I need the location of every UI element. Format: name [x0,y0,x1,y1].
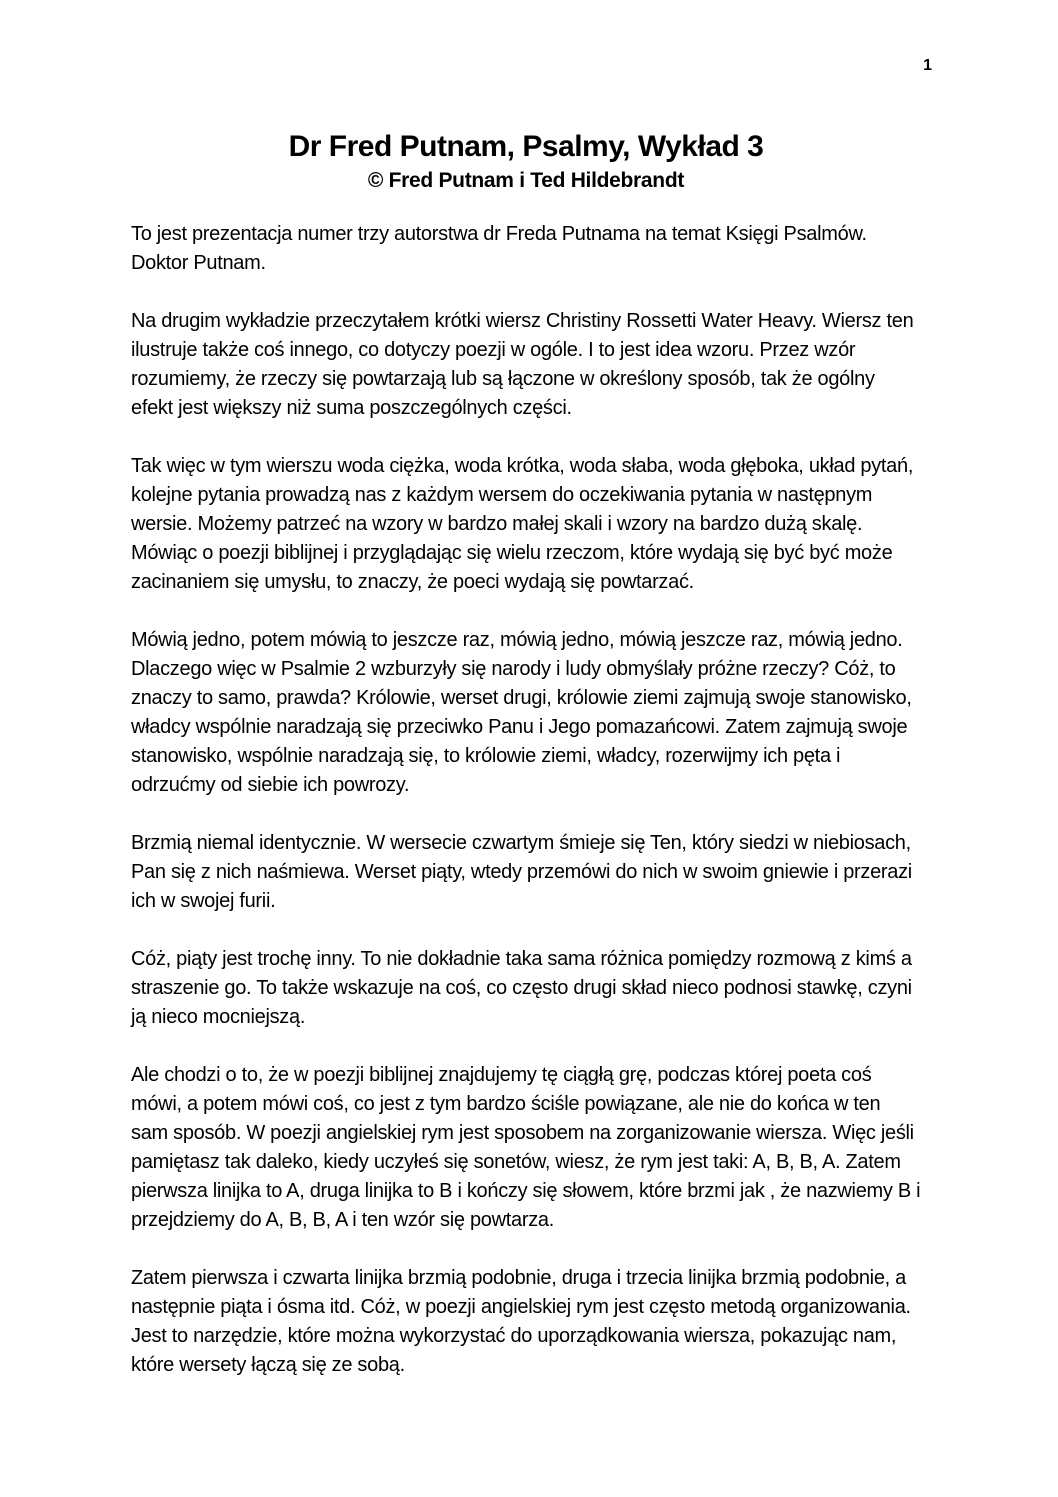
document-title: Dr Fred Putnam, Psalmy, Wykład 3 [288,130,764,163]
paragraph-werset5: Cóż, piąty jest trochę inny. To nie dokładnie taka sama różnica pomiędzy rozmową z kimś a straszenie go. To także wskazuje na coś, co często drugi skład nieco podnosi stawkę, czyni ją nieco mocniejszą. [131,948,912,1028]
paragraph-rossetti: Na drugim wykładzie przeczytałem krótki wiersz Christiny Rossetti Water Heavy. Wiersz ten ilustruje także coś innego, co dotyczy poezji w ogóle. I to jest idea wzoru. Przez wzór rozumiemy, że rzeczy się powtarzają lub są łączone w określony sposób, tak że ogólny efekt jest większy niż suma poszczególnych części. [131,310,914,419]
copyright-line: © Fred Putnam i Ted Hildebrandt [367,169,685,192]
paragraph-psalm2: Mówią jedno, potem mówią to jeszcze raz, mówią jedno, mówią jeszcze raz, mówią jedno. Dlaczego więc w Psalmie 2 wzburzyły się narody i ludy obmyślały próżne rzeczy? Cóż, to znaczy to samo, prawda? Królowie, werset drugi, królowie ziemi zajmują swoje stanowisko, władcy wspólnie naradzają się przeciwko Panu i Jego pomazańcowi. Zatem zajmują swoje stanowisko, wspólnie naradzają się, to królowie ziemi, władcy, rozerwijmy ich pęta i odrzućmy od siebie ich powrozy. [131,629,912,796]
paragraph-woda: Tak więc w tym wierszu woda ciężka, woda krótka, woda słaba, woda głęboka, układ pytań, kolejne pytania prowadzą nas z każdym wersem do oczekiwania pytania w następnym wersie. Możemy patrzeć na wzory w bardzo małej skali i wzory na bardzo dużą skalę. Mówiąc o poezji biblijnej i przyglądając się wielu rzeczom, które wydają się być być może zacinaniem się umysłu, to znaczy, że poeci wydają się powtarzać. [131,455,914,593]
paragraph-rym: Ale chodzi o to, że w poezji biblijnej znajdujemy tę ciągłą grę, podczas której poeta coś mówi, a potem mówi coś, co jest z tym bardzo ściśle powiązane, ale nie do końca w ten sam sposób. W poezji angielskiej rym jest sposobem na zorganizowanie wiersza. Więc jeśli pamiętasz tak daleko, kiedy uczyłeś się sonetów, wiesz, że rym jest taki: A, B, B, A. Zatem pierwsza linijka to A, druga linijka to B i kończy się słowem, które brzmi jak , że nazwiemy B i przejdziemy do A, B, B, A i ten wzór się powtarza. [131,1064,921,1231]
paragraph-werset4: Brzmią niemal identycznie. W wersecie czwartym śmieje się Ten, który siedzi w niebiosach, Pan się z nich naśmiewa. Werset piąty, wtedy przemówi do nich w swoim gniewie i przerazi ich w swojej furii. [131,832,912,912]
paragraph-linijki: Zatem pierwsza i czwarta linijka brzmią podobnie, druga i trzecia linijka brzmią podobnie, a następnie piąta i ósma itd. Cóż, w poezji angielskiej rym jest często metodą organizowania. Jest to narzędzie, które można wykorzystać do uporządkowania wiersza, pokazując nam, które wersety łączą się ze sobą. [131,1267,911,1376]
paragraph-intro: To jest prezentacja numer trzy autorstwa dr Freda Putnama na temat Księgi Psalmów. Doktor Putnam. [131,223,867,274]
page-number: 1 [923,57,932,74]
document-content [131,128,921,1380]
